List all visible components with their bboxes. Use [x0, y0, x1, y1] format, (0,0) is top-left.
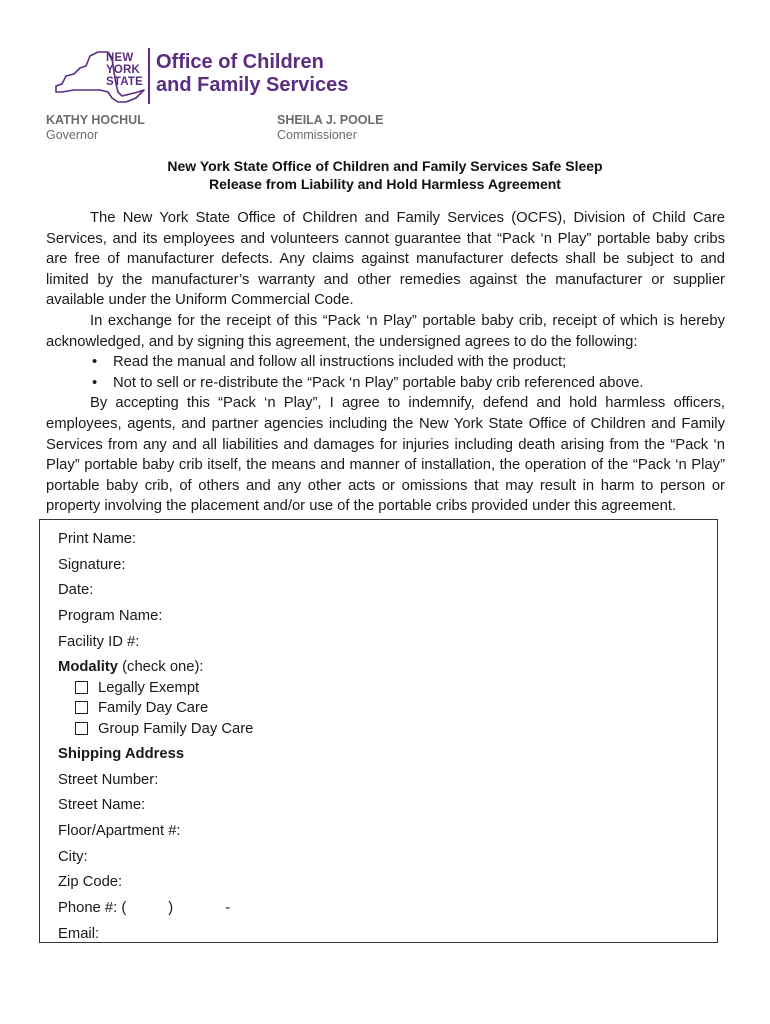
facility-id-field[interactable]: Facility ID #: — [58, 633, 140, 650]
commissioner-block — [277, 113, 384, 143]
modality-label: Modality (check one): — [58, 659, 204, 676]
paragraph-exchange: In exchange for the receipt of this “Pack ‘n Play” portable baby crib, receipt of which is hereby acknowledged, and by signing this agreement, the undersigned agrees to do the following: — [46, 312, 725, 350]
commissioner-title: Commissioner — [277, 128, 357, 142]
list-item: • Read the manual and follow all instructions included with the product; — [46, 352, 725, 373]
logo-office-text: Office of Children and Family Services — [156, 51, 349, 96]
paragraph-indemnify: By accepting this “Pack ‘n Play”, I agree to indemnify, defend and hold harmless officers, employees, agents, and partner agencies including the New York State Office of Children and Family Services from any and all liabilities and damages for injuries including death arising from the “Pack ‘n Play” portable baby crib itself, the means and manner of installation, the operation of the “Pack ‘n Play” portable baby crib, of others and any other acts or omissions that may result in harm to person or property involving the placement and/or use of the portable cribs provided under this agreement. — [46, 395, 725, 515]
governor-block — [46, 113, 145, 143]
modality-option-group-family-day-care[interactable]: Group Family Day Care — [58, 719, 253, 739]
city-field[interactable]: City: — [58, 848, 88, 865]
governor-name: KATHY HOCHUL — [46, 113, 145, 127]
checkbox[interactable] — [75, 701, 88, 714]
street-name-field[interactable]: Street Name: — [58, 797, 146, 814]
recipient-form — [58, 529, 253, 949]
obligations-list — [46, 352, 725, 393]
checkbox[interactable] — [75, 722, 88, 735]
document-title: New York State Office of Children and Family Services Safe Sleep Release from Liability and Hold Harmless Agreement — [167, 158, 603, 192]
zip-code-field[interactable]: Zip Code: — [58, 874, 123, 891]
shipping-address-heading: Shipping Address — [58, 745, 185, 762]
phone-field[interactable]: Phone #: ( ) - — [58, 899, 231, 916]
paragraph-disclaimer: The New York State Office of Children and Family Services (OCFS), Division of Child Care Services, and its employees and volunteers cannot guarantee that “Pack ‘n Play” portable baby cribs are free of manufacturer defects. Any claims against manufacturer defects shall be subject to and limited by the manufacturer’s warranty and other remedies against the manufacturer or supplier available under the Uniform Commercial Code. — [46, 210, 725, 309]
ocfs-logo — [52, 44, 372, 106]
date-field[interactable]: Date: — [58, 582, 94, 599]
logo-state-text: NEW YORK STATE — [106, 52, 143, 88]
floor-apartment-field[interactable]: Floor/Apartment #: — [58, 822, 181, 839]
signature-field[interactable]: Signature: — [58, 556, 126, 573]
governor-title: Governor — [46, 128, 99, 142]
modality-option-legally-exempt[interactable]: Legally Exempt — [58, 678, 253, 698]
agreement-body — [46, 208, 725, 517]
checkbox[interactable] — [75, 681, 88, 694]
program-name-field[interactable]: Program Name: — [58, 608, 163, 625]
street-number-field[interactable]: Street Number: — [58, 771, 159, 788]
modality-option-family-day-care[interactable]: Family Day Care — [58, 698, 253, 718]
print-name-field[interactable]: Print Name: — [58, 531, 137, 547]
logo-divider — [148, 48, 150, 104]
commissioner-name: SHEILA J. POOLE — [277, 113, 384, 127]
list-item: • Not to sell or re-distribute the “Pack ‘n Play” portable baby crib referenced above. — [46, 373, 725, 394]
email-field[interactable]: Email: — [58, 925, 100, 942]
